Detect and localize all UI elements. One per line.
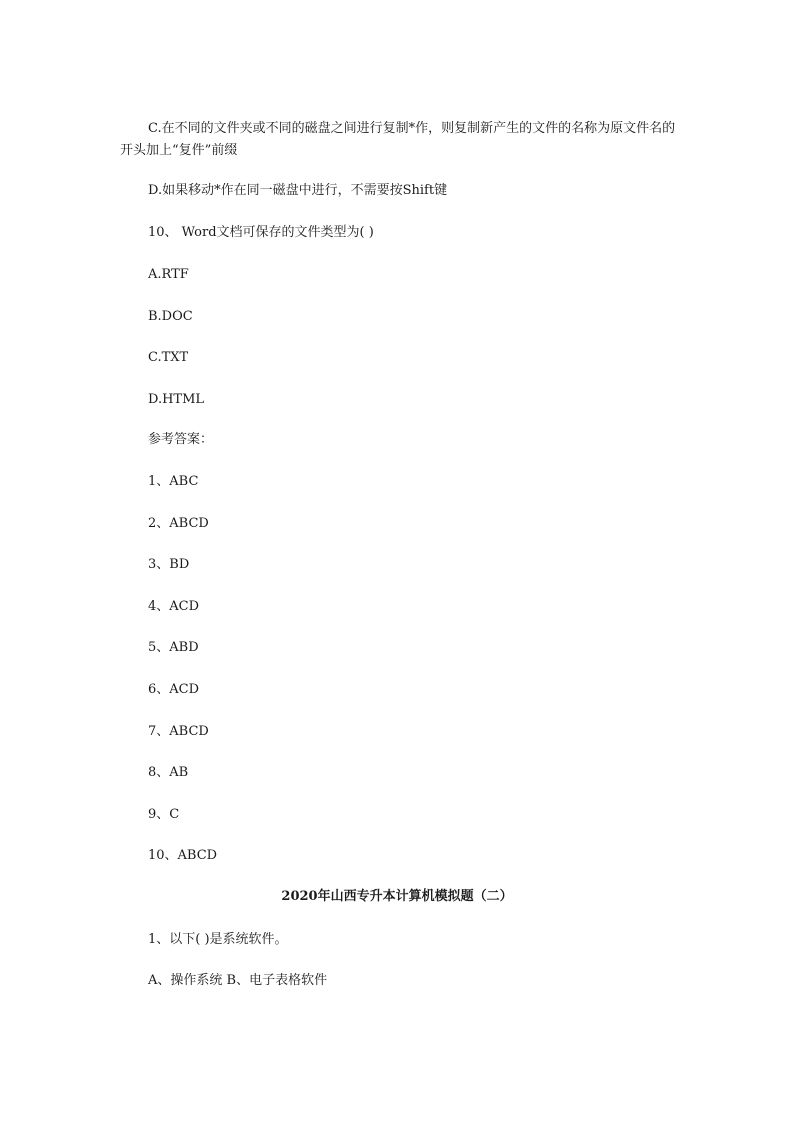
answer-item: 6、ACD <box>148 682 200 697</box>
question-10-stem: 10、 Word文档可保存的文件类型为( ) <box>148 225 374 240</box>
option-c-text: C.在不同的文件夹或不同的磁盘之间进行复制*作，则复制新产生的文件的名称为原文件名的开头加上“复件”前缀 <box>120 121 676 158</box>
question-10-option-a: A.RTF <box>148 267 189 282</box>
answer-item: 7、ABCD <box>148 724 209 739</box>
option-d-text: D.如果移动*作在同一磁盘中进行，不需要按Shift键 <box>148 183 448 198</box>
answer-item: 10、ABCD <box>148 848 218 863</box>
question-10-option-b: B.DOC <box>148 309 193 324</box>
answers-heading: 参考答案： <box>148 432 214 447</box>
answer-item: 5、ABD <box>148 640 199 655</box>
next-question-stem: 1、以下( )是系统软件。 <box>148 932 288 947</box>
answer-item: 1、ABC <box>148 474 199 489</box>
answer-item: 8、AB <box>148 765 189 780</box>
section-title: 2020年山西专升本计算机模拟题（二） <box>281 889 513 904</box>
next-question-options: A、操作系统 B、电子表格软件 <box>148 973 328 988</box>
question-10-option-c: C.TXT <box>148 350 189 365</box>
answer-item: 9、C <box>148 807 180 822</box>
answer-item: 3、BD <box>148 557 190 572</box>
answer-item: 4、ACD <box>148 599 200 614</box>
question-10-option-d: D.HTML <box>148 392 205 407</box>
answer-item: 2、ABCD <box>148 516 209 531</box>
